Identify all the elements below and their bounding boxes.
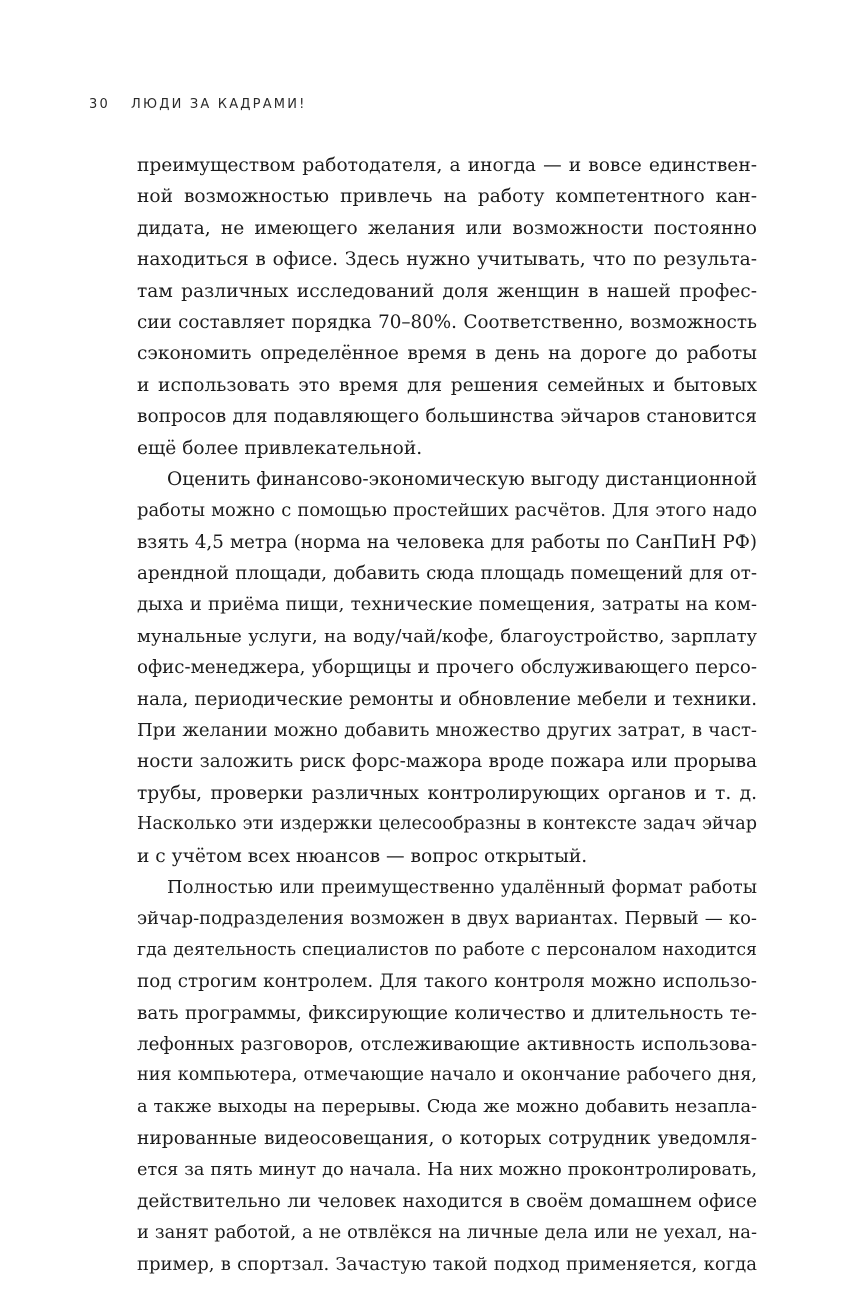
text-line: гда деятельность специалистов по работе с персоналом находится: [137, 939, 757, 960]
text-line: Полностью или преимущественно удалённый формат работы: [167, 876, 757, 898]
paragraph-1: [137, 150, 757, 464]
text-line: мунальные услуги, на воду/чай/кофе, благоустройство, зарплату: [137, 625, 757, 647]
text-line: арендной площади, добавить сюда площадь помещений для от-: [137, 563, 757, 585]
text-line: дыха и приёма пищи, технические помещения, затраты на ком-: [137, 594, 757, 616]
text-line: под строгим контролем. Для такого контроля можно использо-: [137, 971, 757, 993]
text-line: там различных исследований доля женщин в нашей профес-: [137, 280, 757, 302]
body-text: [137, 150, 757, 1280]
text-line: взять 4,5 метра (норма на человека для работы по СанПиН РФ): [137, 531, 757, 553]
text-line: лефонных разговоров, отслеживающие активность использова-: [137, 1033, 757, 1055]
text-line: трубы, проверки различных контролирующих органов и т. д.: [137, 782, 757, 804]
text-line: Оценить финансово-экономическую выгоду дистанционной: [167, 468, 757, 490]
text-line: и использовать это время для решения семейных и бытовых: [137, 374, 757, 396]
text-line: сии составляет порядка 70–80%. Соответственно, возможность: [137, 311, 757, 333]
text-line: ещё более привлекательной.: [137, 437, 423, 459]
text-line: действительно ли человек находится в своём домашнем офисе: [137, 1190, 757, 1212]
text-line: нированные видеосовещания, о которых сотрудник уведомля-: [137, 1128, 757, 1150]
text-line: а также выходы на перерывы. Сюда же можно добавить незапла-: [137, 1096, 757, 1117]
text-line: эйчар-подразделения возможен в двух вариантах. Первый — ко-: [137, 908, 757, 930]
text-line: дидата, не имеющего желания или возможности постоянно: [137, 217, 757, 239]
text-line: Насколько эти издержки целесообразны в контексте задач эйчар: [137, 814, 757, 835]
text-line: ной возможностью привлечь на работу компетентного кан-: [137, 186, 757, 208]
text-line: При желании можно добавить множество других затрат, в част-: [137, 720, 757, 742]
text-line: пример, в спортзал. Зачастую такой подход применяется, когда: [137, 1253, 757, 1275]
text-line: и занят работой, а не отвлёкся на личные дела или не уехал, на-: [137, 1222, 757, 1244]
text-line: находиться в офисе. Здесь нужно учитывать, что по результа-: [137, 249, 757, 271]
text-line: ности заложить риск форс-мажора вроде пожара или прорыва: [137, 751, 757, 773]
page-number: 30: [89, 97, 110, 112]
text-line: вать программы, фиксирующие количество и длительность те-: [137, 1002, 757, 1024]
running-title: ЛЮДИ ЗА КАДРАМИ!: [131, 97, 307, 112]
text-line: ния компьютера, отмечающие начало и окончание рабочего дня,: [137, 1065, 757, 1086]
text-line: ется за пять минут до начала. На них можно проконтролировать,: [137, 1159, 757, 1180]
text-line: офис-менеджера, уборщицы и прочего обслуживающего персо-: [137, 657, 757, 679]
text-line: вопросов для подавляющего большинства эйчаров становится: [137, 406, 757, 428]
text-line: и с учётом всех нюансов — вопрос открытый.: [137, 845, 588, 867]
text-line: работы можно с помощью простейших расчётов. Для этого надо: [137, 500, 757, 522]
paragraph-2: [137, 464, 757, 872]
text-line: нала, периодические ремонты и обновление мебели и техники.: [137, 688, 757, 710]
text-line: сэкономить определённое время в день на дороге до работы: [137, 343, 757, 365]
running-header: [89, 97, 307, 112]
text-line: преимуществом работодателя, а иногда — и вовсе единствен-: [137, 155, 757, 176]
paragraph-3: [137, 872, 757, 1280]
